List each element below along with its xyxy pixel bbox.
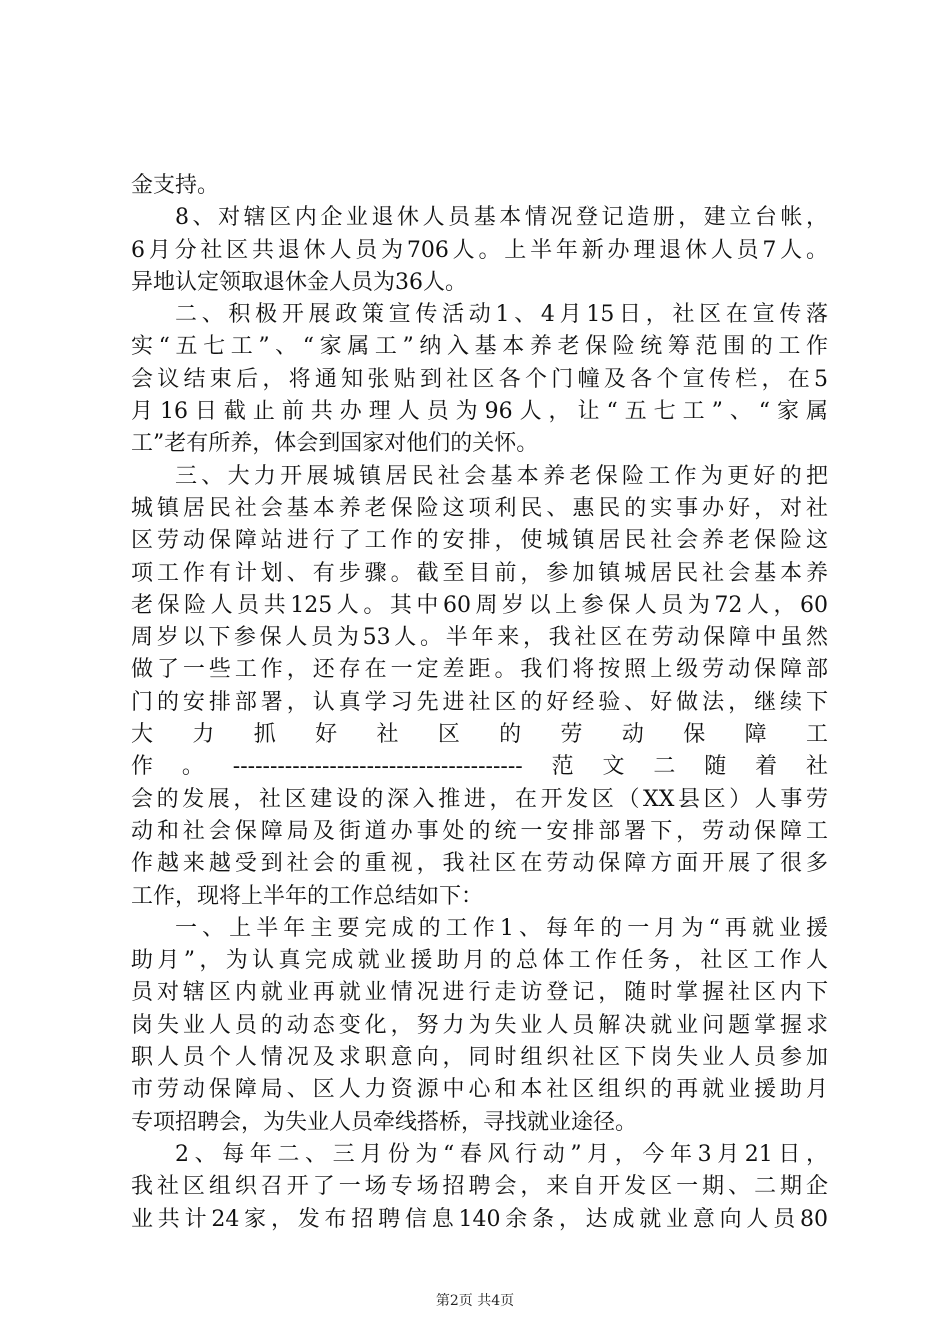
text-line: 区劳动保障站进行了工作的安排，使城镇居民社会养老保险这 (131, 528, 828, 554)
text-line: 职人员个人情况及求职意向，同时组织社区下岗失业人员参加 (131, 1045, 828, 1071)
text-line: 二、积极开展政策宣传活动1、4月15日，社区在宣传落 (175, 302, 828, 328)
text-line: 老保险人员共125人。其中60周岁以上参保人员为72人，60 (131, 592, 828, 618)
text-line: 市劳动保障局、区人力资源中心和本社区组织的再就业援助月 (131, 1077, 828, 1103)
text-line: 会议结束后，将通知张贴到社区各个门幢及各个宣传栏，在5 (131, 366, 828, 392)
text-line: 城镇居民社会基本养老保险这项利民、惠民的实事办好，对社 (131, 495, 828, 521)
text-line: 做了一些工作，还存在一定差距。我们将按照上级劳动保障部 (131, 657, 828, 683)
body-text (131, 170, 828, 1236)
text-line: 大 力 抓 好 社 区 的 劳 动 保 障 工 (131, 722, 828, 748)
text-line: 8、对辖区内企业退休人员基本情况登记造册，建立台帐， (175, 205, 828, 231)
text-line: 业共计24家，发布招聘信息140余条，达成就业意向人员80 (131, 1206, 828, 1232)
text-line: 动和社会保障局及街道办事处的统一安排部署下，劳动保障工 (131, 818, 828, 844)
text-line: 专项招聘会，为失业人员牵线搭桥，寻找就业途径。 (131, 1109, 638, 1135)
text-line: 门的安排部署，认真学习先进社区的好经验、好做法，继续下 (131, 689, 828, 715)
text-line: 工作，现将上半年的工作总结如下： (131, 883, 484, 909)
page-footer: 第2页 共4页 (435, 1293, 515, 1309)
text-line: 金支持。 (131, 173, 220, 198)
text-line: 作越来越受到社会的重视，我社区在劳动保障方面开展了很多 (131, 851, 828, 877)
text-line: 助月”，为认真完成就业援助月的总体工作任务，社区工作人 (131, 948, 828, 974)
text-line: 项工作有计划、有步骤。截至目前，参加镇城居民社会基本养 (131, 560, 828, 586)
text-line: 作。---------------------------------------范文二随着社 (131, 754, 828, 780)
text-line: 实“五七工”、“家属工”纳入基本养老保险统筹范围的工作 (131, 334, 828, 360)
text-line: 月16日截止前共办理人员为96人，让“五七工”、“家属 (131, 399, 828, 425)
text-line: 异地认定领取退休金人员为36人。 (131, 269, 467, 295)
text-line: 2、每年二、三月份为“春风行动”月，今年3月21日， (175, 1141, 828, 1167)
text-line: 一、上半年主要完成的工作1、每年的一月为“再就业援 (175, 915, 828, 941)
text-line: 会的发展，社区建设的深入推进，在开发区（XX县区）人事劳 (131, 786, 828, 812)
text-line: 周岁以下参保人员为53人。半年来，我社区在劳动保障中虽然 (131, 625, 828, 651)
text-line: 岗失业人员的动态变化，努力为失业人员解决就业问题掌握求 (131, 1012, 828, 1038)
text-line: 员对辖区内就业再就业情况进行走访登记，随时掌握社区内下 (131, 980, 828, 1006)
text-line: 6月分社区共退休人员为706人。上半年新办理退休人员7人。 (131, 237, 828, 263)
text-line: 工”老有所养，体会到国家对他们的关怀。 (131, 431, 539, 457)
text-line: 我社区组织召开了一场专场招聘会，来自开发区一期、二期企 (131, 1174, 828, 1200)
text-line: 三、大力开展城镇居民社会基本养老保险工作为更好的把 (175, 463, 828, 489)
